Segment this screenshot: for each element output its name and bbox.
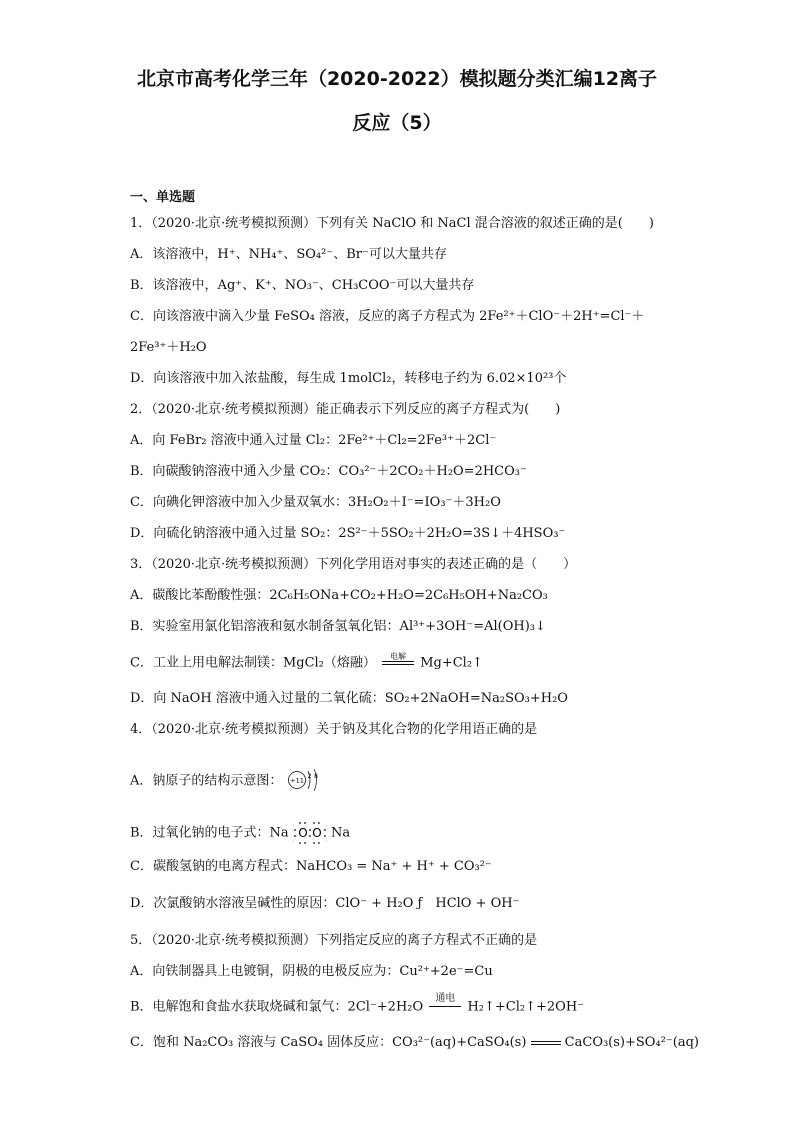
q3-option-c-post: Mg+Cl₂↑ — [420, 655, 483, 671]
q3-option-c — [130, 654, 670, 673]
q2-option-a: A．向 FeBr₂ 溶液中通入过量 Cl₂：2Fe²⁺＋Cl₂=2Fe³⁺＋2Cl⁻ — [130, 433, 497, 448]
arrow-line-bottom — [531, 1044, 561, 1045]
atom-nucleus-label: +11 — [289, 776, 304, 785]
atom-shell-2-label: 8 — [313, 773, 318, 780]
q4-option-a-pre: A．钠原子的结构示意图： — [130, 773, 283, 789]
q5-option-b-post: H₂↑+Cl₂↑+2OH⁻ — [467, 999, 585, 1015]
q4-option-b-post: Na — [330, 825, 351, 841]
document-title-line1: 北京市高考化学三年（2020-2022）模拟题分类汇编12离子 — [136, 68, 658, 90]
equilibrium-arrow — [531, 1039, 561, 1047]
q3-option-b: B．实验室用氯化铝溶液和氨水制备氢氧化铝：Al³⁺+3OH⁻=Al(OH)₃↓ — [130, 619, 546, 634]
q5-option-b-pre: B．电解饱和食盐水获取烧碱和氯气：2Cl⁻+2H₂O — [130, 999, 424, 1015]
q5-option-c-post: CaCO₃(s)+SO₄²⁻(aq) — [564, 1035, 699, 1050]
peroxide-electron-dot-diagram — [293, 821, 327, 845]
q1-stem: 1．（2020·北京·统考模拟预测）下列有关 NaClO 和 NaCl 混合溶液的叙述正确的是( ) — [130, 216, 654, 231]
q5-option-a: A．向铁制器具上电镀铜，阴极的电极反应为：Cu²⁺+2e⁻=Cu — [130, 964, 493, 979]
q3-option-c-pre: C．工业上用电解法制镁：MgCl₂（熔融） — [130, 655, 376, 671]
q3-stem: 3．（2020·北京·统考模拟预测）下列化学用语对事实的表述正确的是（ ） — [130, 557, 577, 572]
q3-option-a: A．碳酸比苯酚酸性强：2C₆H₅ONa+CO₂+H₂O=2C₆H₅OH+Na₂CO₃ — [130, 588, 548, 603]
q1-option-c-cont: 2Fe³⁺＋H₂O — [130, 340, 207, 355]
condition-label: 通电 — [435, 993, 456, 1004]
q4-option-b — [130, 821, 670, 845]
condition-arrow — [427, 993, 463, 1016]
q4-option-b-pre: B．过氧化钠的电子式：Na — [130, 825, 289, 841]
q1-option-a: A．该溶液中，H⁺、NH₄⁺、SO₄²⁻、Br⁻可以大量共存 — [130, 247, 447, 262]
q2-option-b: B．向碳酸钠溶液中通入少量 CO₂：CO₃²⁻＋2CO₂＋H₂O=2HCO₃⁻ — [130, 464, 527, 479]
condition-label: 电解 — [390, 652, 407, 661]
q5-stem: 5．（2020·北京·统考模拟预测）下列指定反应的离子方程式不正确的是 — [130, 933, 538, 948]
q1-option-b: B．该溶液中，Ag⁺、K⁺、NO₃⁻、CH₃COO⁻可以大量共存 — [130, 278, 475, 293]
sodium-atom-diagram — [287, 768, 327, 794]
q3-option-d: D．向 NaOH 溶液中通入过量的二氧化硫：SO₂+2NaOH=Na₂SO₃+H₂O — [130, 691, 568, 706]
arrow-line — [429, 1006, 461, 1007]
q4-stem: 4．（2020·北京·统考模拟预测）关于钠及其化合物的化学用语正确的是 — [130, 722, 538, 737]
electron-dot-oxygen-2: O — [312, 826, 322, 840]
section-heading: 一、单选题 — [130, 190, 196, 205]
arrow-line-top — [531, 1041, 561, 1042]
q4-option-a — [130, 768, 670, 794]
electron-dot-oxygen-1: O — [298, 826, 308, 840]
q5-option-c-pre: C．饱和 Na₂CO₃ 溶液与 CaSO₄ 固体反应：CO₃²⁻(aq)+CaSO₄(s) — [130, 1035, 527, 1050]
q2-option-d: D．向硫化钠溶液中通入过量 SO₂：2S²⁻＋5SO₂＋2H₂O=3S↓＋4HSO₃⁻ — [130, 526, 566, 541]
condition-arrow — [380, 654, 416, 672]
q2-stem: 2．（2020·北京·统考模拟预测）能正确表示下列反应的离子方程式为( ) — [130, 402, 561, 417]
q1-option-c: C．向该溶液中滴入少量 FeSO₄ 溶液，反应的离子方程式为 2Fe²⁺＋ClO⁻＋2H⁺=Cl⁻＋ — [130, 309, 645, 324]
q5-option-b — [130, 993, 670, 1017]
q4-option-c: C．碳酸氢钠的电离方程式：NaHCO₃ = Na⁺ + H⁺ + CO₃²⁻ — [130, 859, 492, 874]
q1-option-d: D．向该溶液中加入浓盐酸，每生成 1molCl₂，转移电子约为 6.02×10²³个 — [130, 371, 567, 386]
q2-option-c: C．向碘化钾溶液中加入少量双氧水：3H₂O₂＋I⁻=IO₃⁻＋3H₂O — [130, 495, 501, 510]
q4-option-d: D．次氯酸钠水溶液呈碱性的原因：ClO⁻ + H₂O ƒ HClO + OH⁻ — [130, 896, 520, 911]
arrow-line-top — [382, 661, 414, 662]
document-title-line2: 反应（5） — [352, 112, 442, 134]
atom-shell-1-label: 2 — [307, 773, 311, 780]
arrow-line-bottom — [382, 664, 414, 665]
q5-option-c — [130, 1034, 699, 1052]
